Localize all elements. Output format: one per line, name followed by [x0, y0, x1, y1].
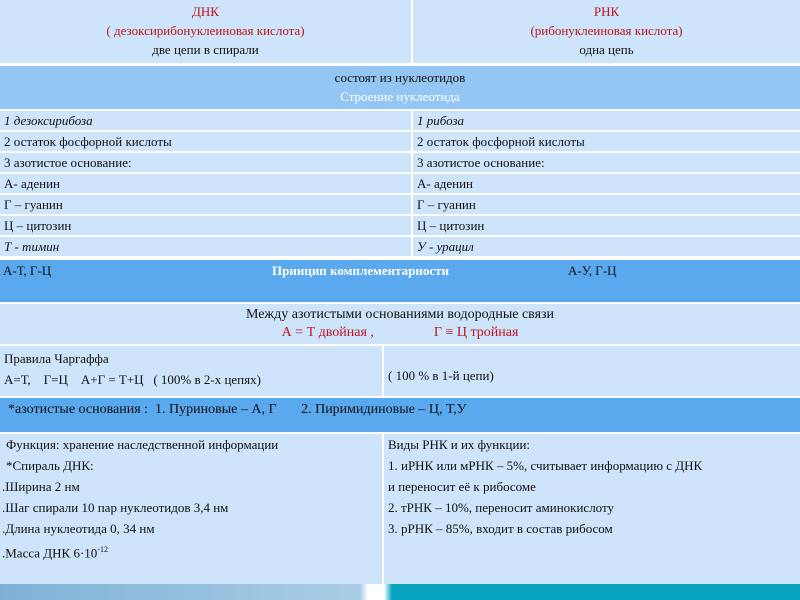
dna-function-line: .Шаг спирали 10 пар нуклеотидов 3,4 нм: [2, 500, 229, 515]
dna-cell: А- аденин: [0, 174, 413, 193]
table-row: [0, 153, 800, 172]
hydrogen-row: [0, 304, 800, 344]
triple-bond: Г ≡ Ц тройная: [433, 325, 519, 340]
complementarity-cell: [0, 260, 800, 302]
rna-function-line: 3. рРНК – 85%, входит в состав рибосом: [388, 521, 613, 536]
rna-cell: 3 азотистое основание:: [413, 153, 800, 172]
table-row: [0, 237, 800, 256]
rna-header: [413, 0, 800, 63]
rna-title: РНК: [593, 4, 620, 19]
bases-row: [0, 398, 800, 432]
dna-function-line: .Ширина 2 нм: [2, 479, 80, 494]
table-row: [0, 216, 800, 235]
dna-full-name: ( дезоксирибонуклеиновая кислота): [106, 23, 305, 38]
dna-function-line: .Длина нуклеотида 0, 34 нм: [2, 521, 155, 536]
chargaff-rna-rule: ( 100 % в 1-й цепи): [388, 368, 494, 383]
dna-pairs: А-Т, Г-Ц: [3, 263, 52, 278]
rna-chains: одна цепь: [579, 42, 634, 57]
table-row: [0, 132, 800, 151]
rna-function-line: Виды РНК и их функции:: [388, 437, 531, 452]
rna-cell: 2 остаток фосфорной кислоты: [413, 132, 800, 151]
dna-cell: Г – гуанин: [0, 195, 413, 214]
table-row: [0, 195, 800, 214]
rna-cell: Ц – цитозин: [413, 216, 800, 235]
dna-header: [0, 0, 413, 63]
dna-chains: две цепи в спирали: [152, 42, 259, 57]
structure-row: [0, 66, 800, 109]
consist-text: состоят из нуклеотидов: [334, 70, 466, 85]
complementarity-row: [0, 260, 800, 302]
structure-title: Строение нуклеотида: [340, 89, 460, 104]
dna-cell: 1 дезоксирибоза: [0, 111, 413, 130]
dna-title: ДНК: [192, 4, 219, 19]
structure-cell: [0, 66, 800, 109]
dna-function-line: Функция: хранение наследственной информации: [6, 437, 279, 452]
chargaff-row: [0, 346, 800, 396]
dna-cell: 2 остаток фосфорной кислоты: [0, 132, 413, 151]
rna-function-line: 1. иРНК или мРНК – 5%, считывает информацию с ДНК: [388, 458, 703, 473]
function-row: [0, 434, 800, 584]
dna-cell: Т - тимин: [0, 237, 413, 256]
table-row: [0, 174, 800, 193]
double-bond: А = Т двойная ,: [281, 325, 374, 340]
dna-function-line: *Спираль ДНК:: [6, 458, 94, 473]
chargaff-dna-rule: А=Т, Г=Ц А+Г = Т+Ц ( 100% в 2-х цепях): [4, 372, 261, 387]
dna-mass: .Масса ДНК $6\cdot 10^{-12}$: [2, 545, 108, 561]
rna-cell: А- аденин: [413, 174, 800, 193]
table-row: [0, 111, 800, 130]
rna-full-name: (рибонуклеиновая кислота): [530, 23, 683, 38]
dna-function: [0, 434, 384, 584]
rna-function-line: и переносит её к рибосоме: [388, 479, 536, 494]
dna-cell: 3 азотистое основание:: [0, 153, 413, 172]
rna-cell: Г – гуанин: [413, 195, 800, 214]
rna-pairs: А-У, Г-Ц: [568, 263, 617, 278]
complementarity-title: Принцип комплементарности: [272, 263, 450, 278]
rna-function: [384, 434, 800, 584]
chargaff-dna: [0, 346, 384, 396]
slide-footer-band: [0, 584, 800, 600]
bases-text: *азотистые основания : 1. Пуриновые – А, Г 2. Пиримидиновые – Ц, Т,У: [0, 398, 800, 432]
chargaff-rna: [384, 346, 800, 396]
hydrogen-cell: [0, 304, 800, 344]
hydrogen-text: Между азотистыми основаниями водородные связи: [245, 307, 555, 322]
rna-function-line: 2. тРНК – 10%, переносит аминокислоту: [388, 500, 615, 515]
dna-cell: Ц – цитозин: [0, 216, 413, 235]
chargaff-title: Правила Чаргаффа: [4, 351, 109, 366]
rna-cell: 1 рибоза: [413, 111, 800, 130]
header-row: [0, 0, 800, 63]
rna-cell: У - урацил: [413, 237, 800, 256]
